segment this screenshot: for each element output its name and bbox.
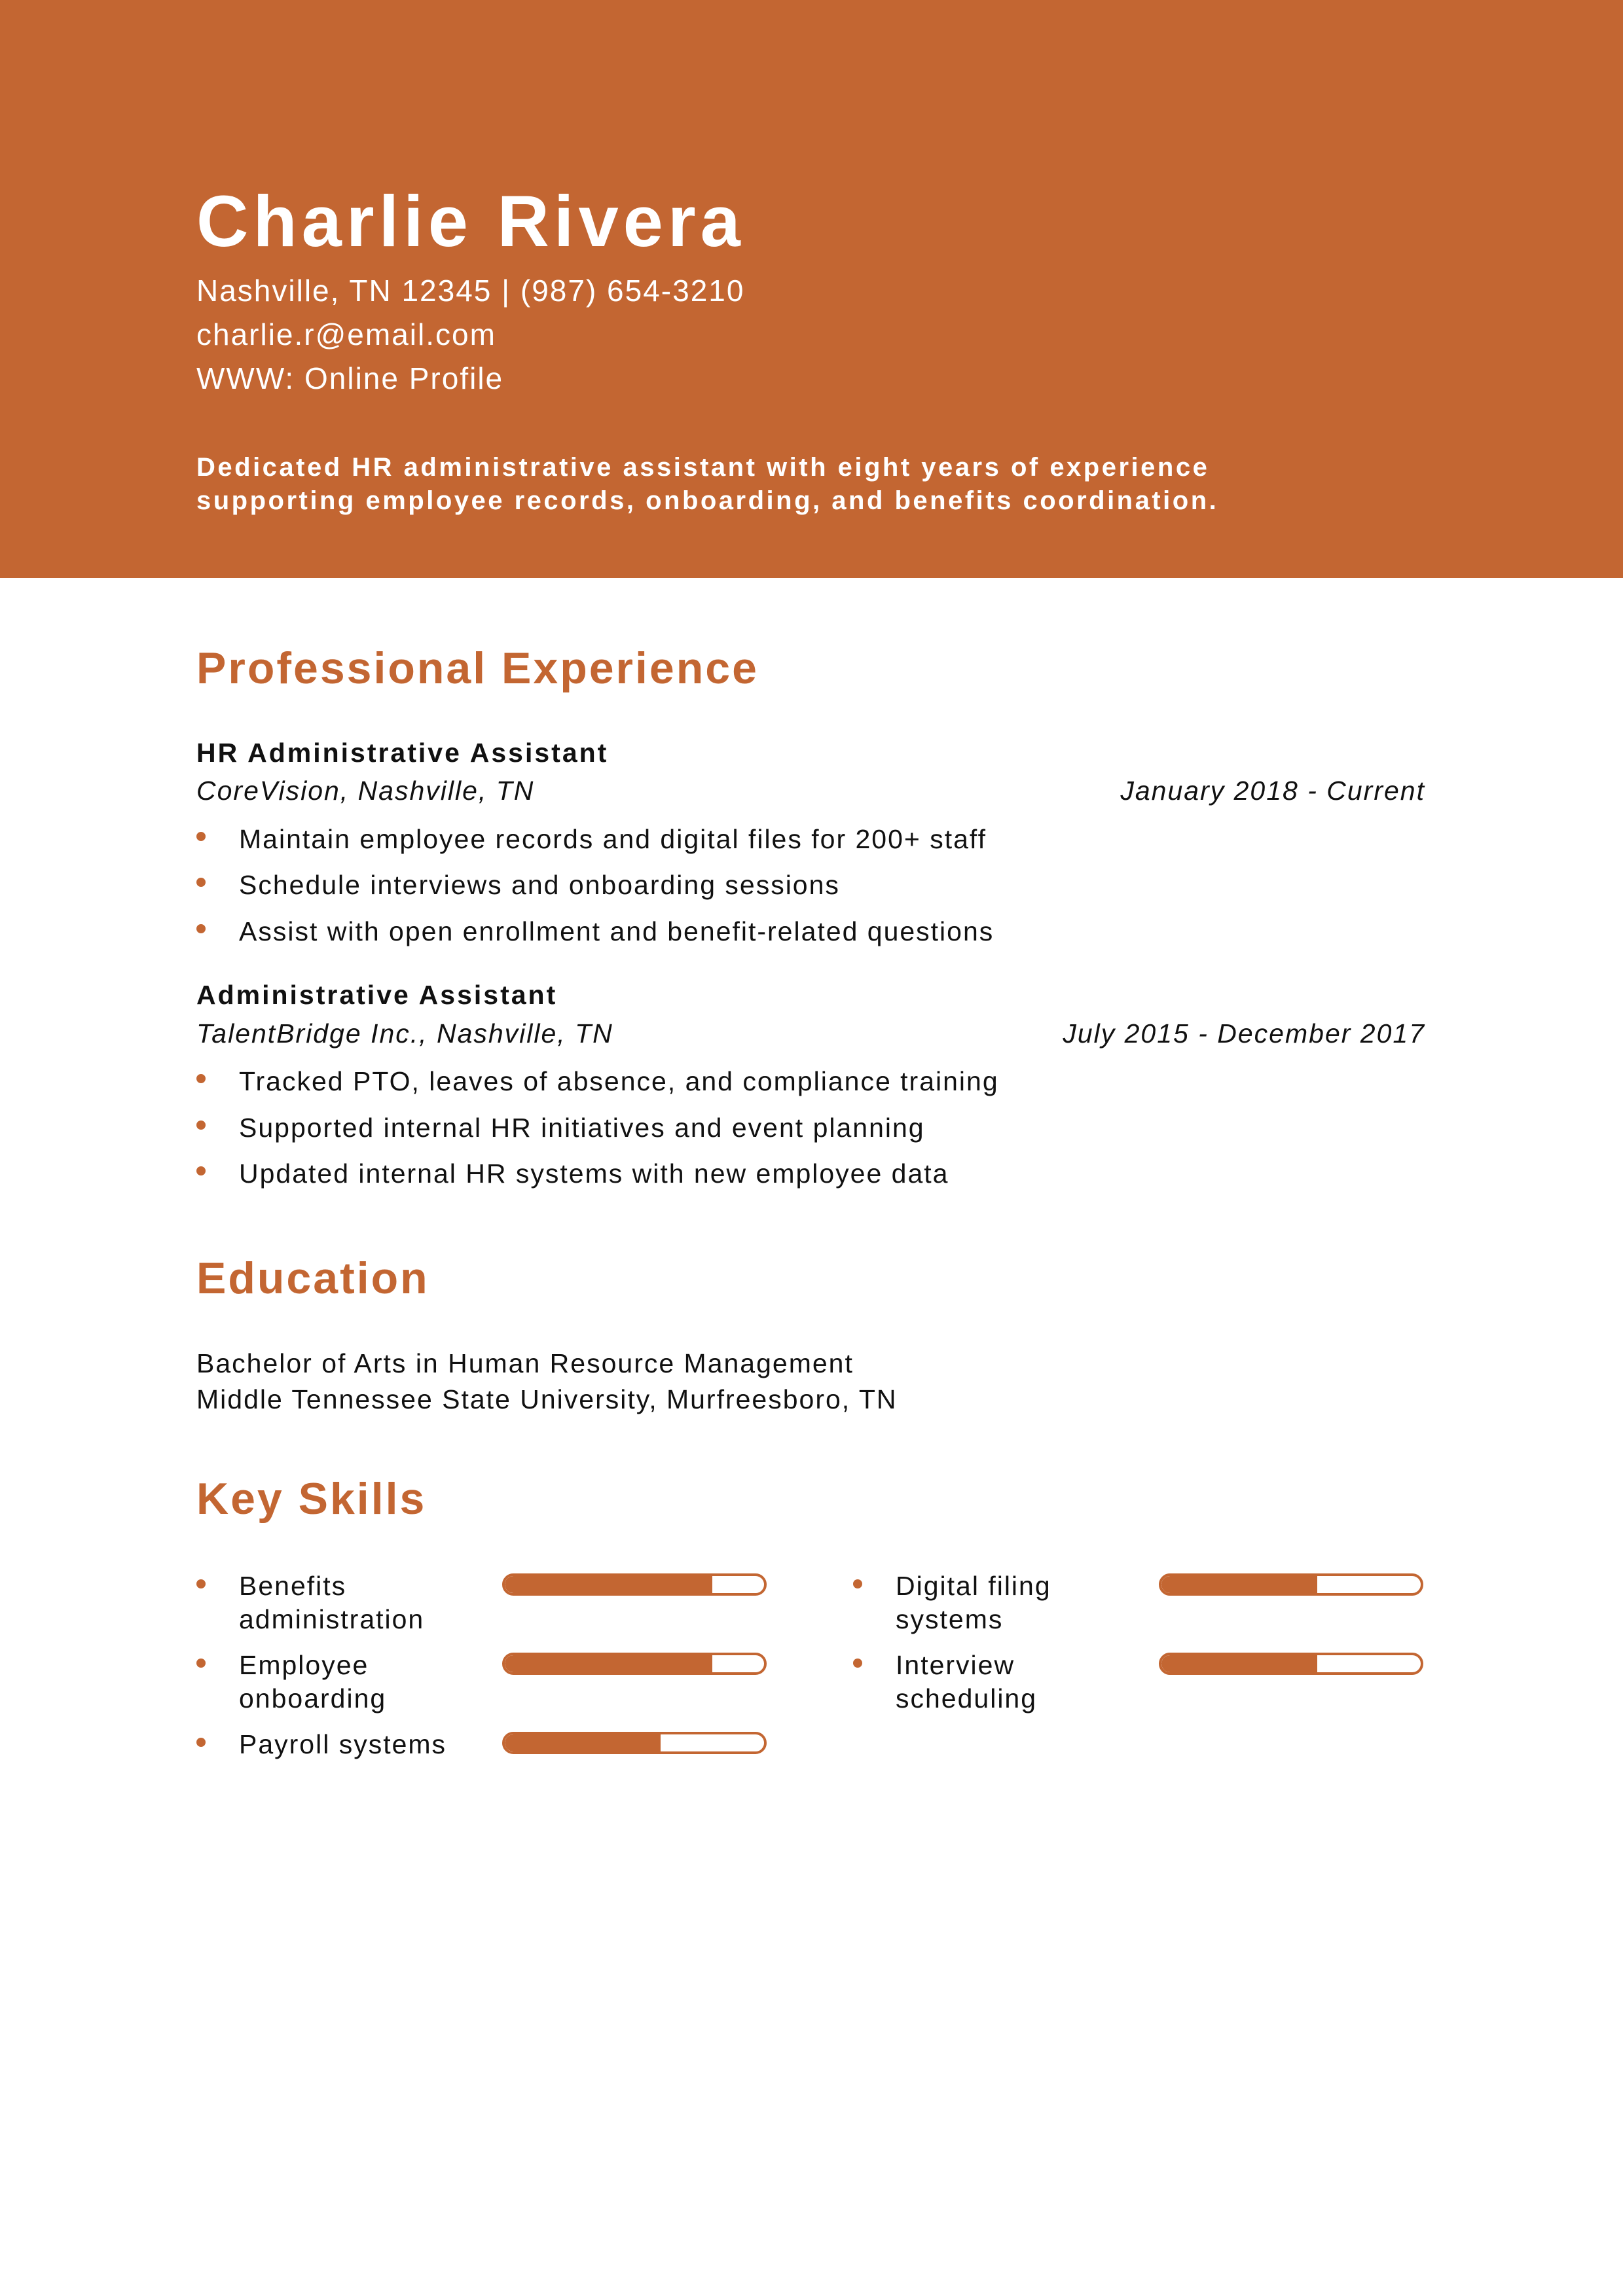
skill-item <box>196 1650 812 1718</box>
skill-level-bar <box>502 1653 767 1675</box>
bullet-icon <box>196 1579 206 1588</box>
skill-level-bar <box>502 1573 767 1596</box>
job-bullet-text: Tracked PTO, leaves of absence, and compliance training <box>239 1066 999 1096</box>
location-phone: Nashville, TN 12345 | (987) 654-3210 <box>196 274 745 308</box>
skill-label: Employee onboarding <box>239 1650 387 1713</box>
bullet-icon <box>196 1166 206 1175</box>
job-bullet <box>196 826 987 853</box>
skill-level-bar <box>1159 1573 1423 1596</box>
skill-level-bar <box>502 1732 767 1754</box>
bullet-icon <box>196 1659 206 1668</box>
skill-item <box>853 1573 1468 1639</box>
job-bullet <box>196 1160 949 1187</box>
bullet-icon <box>196 1738 206 1747</box>
skill-label: Benefits administration <box>239 1571 425 1634</box>
job-bullet <box>196 918 994 945</box>
skill-level-fill <box>505 1734 661 1751</box>
candidate-name: Charlie Rivera <box>196 181 745 262</box>
education-degree: Bachelor of Arts in Human Resource Management <box>196 1348 854 1378</box>
header-banner <box>0 0 1623 578</box>
website-link[interactable]: WWW: Online Profile <box>196 361 504 395</box>
education-school: Middle Tennessee State University, Murfreesboro, TN <box>196 1384 898 1414</box>
bullet-icon <box>196 832 206 841</box>
job-company: TalentBridge Inc., Nashville, TN <box>196 1018 613 1049</box>
bullet-icon <box>853 1659 862 1668</box>
job-bullet-text: Supported internal HR initiatives and event planning <box>239 1113 925 1143</box>
skill-level-fill <box>1161 1655 1317 1672</box>
bullet-icon <box>196 878 206 887</box>
skill-level-fill <box>505 1576 712 1593</box>
skill-item <box>853 1650 1468 1718</box>
job-bullet-text: Maintain employee records and digital files for 200+ staff <box>239 824 987 854</box>
skill-item <box>196 1729 812 1797</box>
job-bullet <box>196 872 840 899</box>
job-title: Administrative Assistant <box>196 980 558 1010</box>
skills-heading: Key Skills <box>196 1474 427 1524</box>
education-heading: Education <box>196 1253 429 1303</box>
job-bullet-text: Schedule interviews and onboarding sessions <box>239 870 840 900</box>
job-dates: July 2015 - December 2017 <box>1063 1018 1425 1049</box>
skill-label: Interview scheduling <box>896 1650 1038 1713</box>
job-bullet <box>196 1068 999 1095</box>
job-bullet-text: Assist with open enrollment and benefit-related questions <box>239 916 994 946</box>
skill-level-fill <box>1161 1576 1317 1593</box>
skill-label: Payroll systems <box>239 1729 447 1759</box>
skill-label: Digital filing systems <box>896 1571 1051 1634</box>
bullet-icon <box>196 1074 206 1083</box>
email-address[interactable]: charlie.r@email.com <box>196 317 496 351</box>
bullet-icon <box>853 1579 862 1588</box>
skill-level-fill <box>505 1655 712 1672</box>
job-bullet <box>196 1115 925 1141</box>
skill-level-bar <box>1159 1653 1423 1675</box>
bullet-icon <box>196 924 206 933</box>
experience-heading: Professional Experience <box>196 643 759 693</box>
job-dates: January 2018 - Current <box>1120 776 1425 806</box>
professional-summary: Dedicated HR administrative assistant with eight years of experience supporting employee records, onboarding, and benefits coordination. <box>196 453 1219 515</box>
job-title: HR Administrative Assistant <box>196 738 609 768</box>
bullet-icon <box>196 1121 206 1130</box>
job-company: CoreVision, Nashville, TN <box>196 776 535 806</box>
job-bullet-text: Updated internal HR systems with new employee data <box>239 1158 949 1189</box>
skill-item <box>196 1573 812 1639</box>
